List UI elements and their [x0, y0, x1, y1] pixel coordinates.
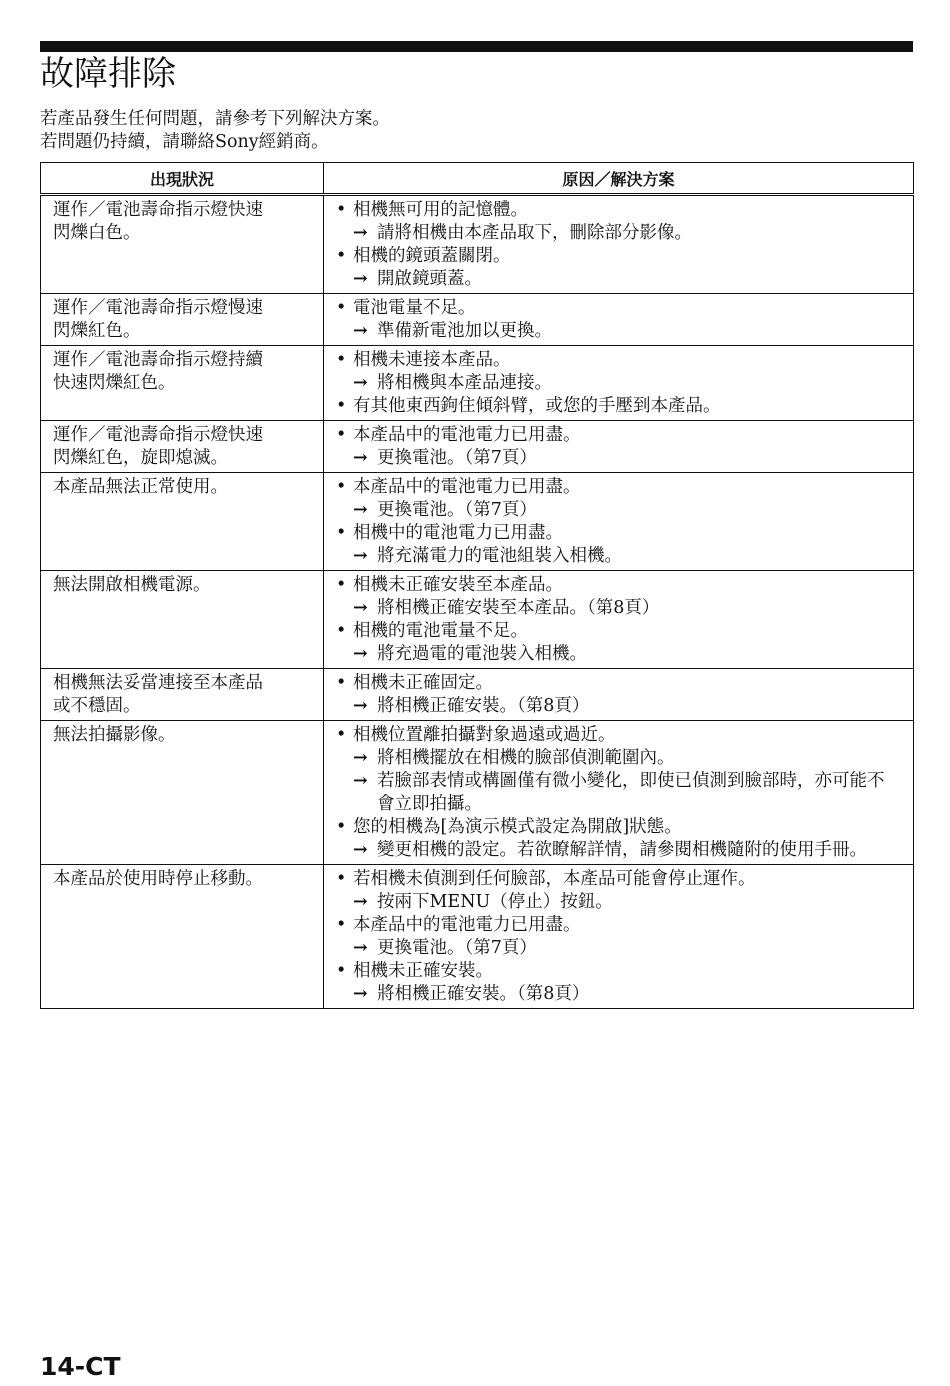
table-row — [41, 571, 914, 669]
cause-item: • 相機未正確安裝。 — [334, 960, 901, 983]
solution-item: → 按兩下MENU（停止）按鈕。 — [334, 891, 901, 914]
cause-item: • 相機未連接本產品。 — [334, 349, 901, 372]
troubleshooting-table — [40, 162, 914, 1009]
cause-solution-cell — [324, 473, 914, 571]
page-number: 14-CT — [40, 1352, 121, 1381]
solution-item: → 將相機擺放在相機的臉部偵測範圍內。 — [334, 747, 901, 770]
cause-solution-cell — [324, 294, 914, 346]
table-header-row — [41, 163, 914, 195]
symptom-line: 閃爍白色。 — [53, 223, 141, 243]
cause-solution-cell — [324, 421, 914, 473]
cause-solution-cell — [324, 669, 914, 721]
cause-item: • 相機未正確固定。 — [334, 672, 901, 695]
cause-item: • 相機位置離拍攝對象過遠或過近。 — [334, 724, 901, 747]
symptom-line: 閃爍紅色。 — [53, 321, 141, 341]
solution-item: → 更換電池。（第7頁） — [334, 499, 901, 522]
cause-item: • 若相機未偵測到任何臉部，本產品可能會停止運作。 — [334, 868, 901, 891]
symptom-cell — [41, 346, 324, 421]
solution-item: → 更換電池。（第7頁） — [334, 447, 901, 470]
solution-item: → 若臉部表情或構圖僅有微小變化，即使已偵測到臉部時，亦可能不會立即拍攝。 — [334, 770, 901, 816]
symptom-line: 運作／電池壽命指示燈持續 — [53, 350, 263, 370]
symptom-line: 無法拍攝影像。 — [53, 725, 176, 745]
cause-item: • 電池電量不足。 — [334, 297, 901, 320]
symptom-line: 相機無法妥當連接至本產品 — [53, 673, 263, 693]
symptom-line: 無法開啟相機電源。 — [53, 575, 211, 595]
solution-item: → 變更相機的設定。若欲瞭解詳情，請參閱相機隨附的使用手冊。 — [334, 839, 901, 862]
symptom-cell — [41, 721, 324, 865]
solution-item: → 將充滿電力的電池組裝入相機。 — [334, 545, 901, 568]
cause-item: • 相機無可用的記憶體。 — [334, 199, 901, 222]
cause-solution-cell — [324, 195, 914, 294]
symptom-cell — [41, 669, 324, 721]
symptom-line: 運作／電池壽命指示燈快速 — [53, 200, 263, 220]
symptom-line: 運作／電池壽命指示燈慢速 — [53, 298, 263, 318]
cause-item: • 本產品中的電池電力已用盡。 — [334, 476, 901, 499]
table-row — [41, 721, 914, 865]
solution-item: → 開啟鏡頭蓋。 — [334, 268, 901, 291]
solution-item: → 將相機與本產品連接。 — [334, 372, 901, 395]
page-title: 故障排除 — [40, 54, 176, 94]
table-row — [41, 865, 914, 1009]
top-rule — [40, 41, 913, 52]
cause-item: • 您的相機為[為演示模式設定為開啟]狀態。 — [334, 816, 901, 839]
symptom-cell — [41, 294, 324, 346]
intro-line: 若產品發生任何問題，請參考下列解決方案。 — [40, 109, 390, 129]
symptom-cell — [41, 421, 324, 473]
header-symptom: 出現狀況 — [41, 163, 324, 195]
solution-item: → 將相機正確安裝至本產品。（第8頁） — [334, 597, 901, 620]
table-row — [41, 195, 914, 294]
symptom-line: 或不穩固。 — [53, 696, 141, 716]
solution-item: → 將相機正確安裝。（第8頁） — [334, 695, 901, 718]
intro-line: 若問題仍持續，請聯絡Sony經銷商。 — [40, 132, 329, 152]
cause-solution-cell — [324, 346, 914, 421]
cause-item: • 相機中的電池電力已用盡。 — [334, 522, 901, 545]
header-cause-solution: 原因／解決方案 — [324, 163, 914, 195]
symptom-line: 本產品無法正常使用。 — [53, 477, 228, 497]
cause-item: • 有其他東西鉤住傾斜臂，或您的手壓到本產品。 — [334, 395, 901, 418]
symptom-cell — [41, 571, 324, 669]
cause-solution-cell — [324, 865, 914, 1009]
table-row — [41, 421, 914, 473]
symptom-line: 閃爍紅色，旋即熄滅。 — [53, 448, 228, 468]
symptom-line: 本產品於使用時停止移動。 — [53, 869, 263, 889]
cause-solution-cell — [324, 571, 914, 669]
solution-item: → 準備新電池加以更換。 — [334, 320, 901, 343]
cause-solution-cell — [324, 721, 914, 865]
table-row — [41, 669, 914, 721]
solution-item: → 將相機正確安裝。（第8頁） — [334, 983, 901, 1006]
table-row — [41, 346, 914, 421]
solution-item: → 將充過電的電池裝入相機。 — [334, 643, 901, 666]
symptom-line: 運作／電池壽命指示燈快速 — [53, 425, 263, 445]
symptom-cell — [41, 195, 324, 294]
cause-item: • 本產品中的電池電力已用盡。 — [334, 914, 901, 937]
cause-item: • 相機未正確安裝至本產品。 — [334, 574, 901, 597]
cause-item: • 本產品中的電池電力已用盡。 — [334, 424, 901, 447]
table-row — [41, 294, 914, 346]
symptom-line: 快速閃爍紅色。 — [53, 373, 176, 393]
solution-item: → 請將相機由本產品取下，刪除部分影像。 — [334, 222, 901, 245]
cause-item: • 相機的鏡頭蓋關閉。 — [334, 245, 901, 268]
symptom-cell — [41, 473, 324, 571]
cause-item: • 相機的電池電量不足。 — [334, 620, 901, 643]
symptom-cell — [41, 865, 324, 1009]
solution-item: → 更換電池。（第7頁） — [334, 937, 901, 960]
table-body — [41, 195, 914, 1009]
table-row — [41, 473, 914, 571]
intro-text — [40, 108, 390, 154]
